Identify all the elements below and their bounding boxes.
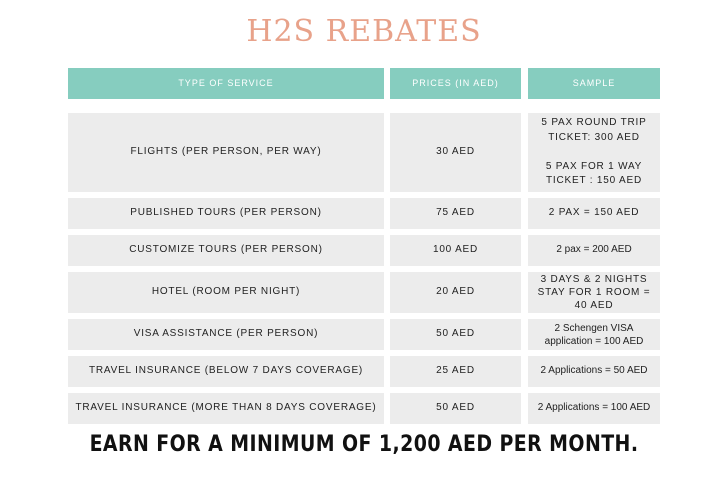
header-type-of-service: TYPE OF SERVICE [68, 68, 384, 99]
row-insurance-short-sample: 2 Applications = 50 AED [528, 356, 660, 387]
row-published-tours-sample: 2 PAX = 150 AED [528, 198, 660, 229]
row-flights-service: FLIGHTS (PER PERSON, PER WAY) [68, 113, 384, 192]
row-visa-sample: 2 Schengen VISA application = 100 AED [528, 319, 660, 350]
row-insurance-long-service: TRAVEL INSURANCE (MORE THAN 8 DAYS COVERAGE) [68, 393, 384, 424]
row-customize-tours-sample: 2 pax = 200 AED [528, 235, 660, 266]
row-published-tours-price: 75 AED [390, 198, 521, 229]
row-hotel-sample: 3 DAYS & 2 NIGHTS STAY FOR 1 ROOM = 40 AED [528, 272, 660, 313]
row-insurance-short-service: TRAVEL INSURANCE (BELOW 7 DAYS COVERAGE) [68, 356, 384, 387]
row-customize-tours-price: 100 AED [390, 235, 521, 266]
row-insurance-short-price: 25 AED [390, 356, 521, 387]
row-published-tours-service: PUBLISHED TOURS (PER PERSON) [68, 198, 384, 229]
row-visa-price: 50 AED [390, 319, 521, 350]
row-hotel-price: 20 AED [390, 272, 521, 313]
row-customize-tours-service: CUSTOMIZE TOURS (PER PERSON) [68, 235, 384, 266]
row-hotel-service: HOTEL (ROOM PER NIGHT) [68, 272, 384, 313]
row-flights-price: 30 AED [390, 113, 521, 192]
page-title: H2S REBATES [246, 14, 482, 49]
row-flights-sample: 5 PAX ROUND TRIP TICKET: 300 AED 5 PAX FOR 1 WAY TICKET : 150 AED [528, 113, 660, 192]
row-insurance-long-price: 50 AED [390, 393, 521, 424]
row-visa-service: VISA ASSISTANCE (PER PERSON) [68, 319, 384, 350]
earnings-footer: EARN FOR A MINIMUM OF 1,200 AED PER MONTH. [89, 432, 639, 457]
header-sample: SAMPLE [528, 68, 660, 99]
header-prices: PRICES (IN AED) [390, 68, 521, 99]
row-insurance-long-sample: 2 Applications = 100 AED [528, 393, 660, 424]
